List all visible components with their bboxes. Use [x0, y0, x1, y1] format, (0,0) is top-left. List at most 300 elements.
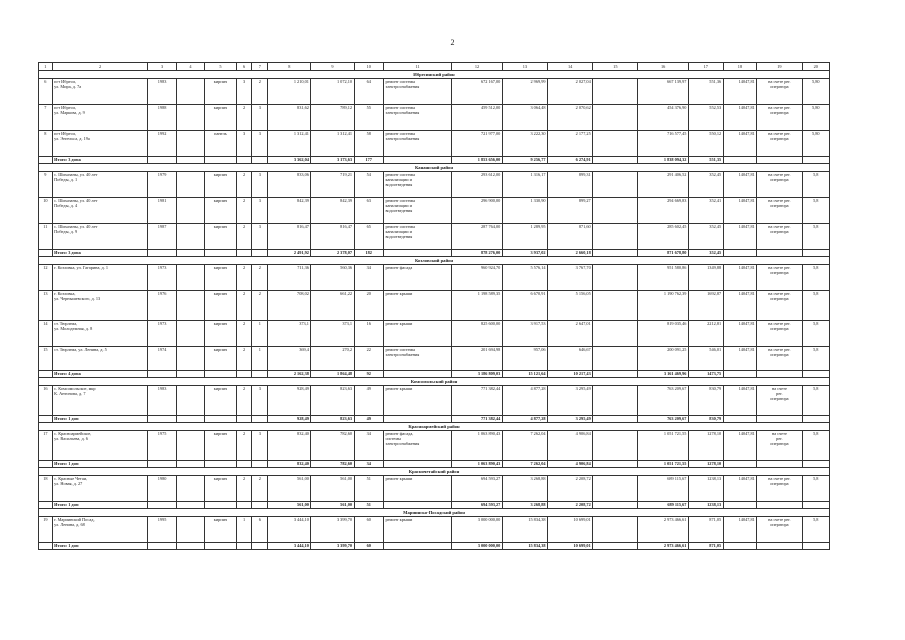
table-cell: 64: [354, 79, 383, 105]
table-cell: [593, 386, 638, 416]
table-cell: [593, 371, 638, 378]
table-cell: 2: [236, 321, 252, 347]
table-cell: 1: [252, 347, 268, 371]
table-cell: кирпич: [205, 517, 237, 543]
table-cell: 3 399,70: [311, 543, 354, 550]
table-cell: 352,45: [688, 250, 723, 257]
table-cell: пгт Ибреси, ул. Энгельса, д. 19а: [52, 131, 148, 157]
table-cell: [593, 198, 638, 224]
table-cell: ремонт системы канализации и водоотведения: [383, 198, 451, 224]
column-number: 5: [205, 63, 237, 71]
table-cell: 721 977,00: [452, 131, 502, 157]
table-cell: 823,63: [311, 386, 354, 416]
table-cell: 373,1: [311, 321, 354, 347]
table-cell: [236, 371, 252, 378]
table-cell: 667 139,97: [638, 79, 688, 105]
table-cell: 3 767,70: [548, 265, 593, 291]
table-cell: 10 217,43: [548, 371, 593, 378]
table-cell: [723, 157, 757, 164]
table-cell: 7 262,04: [502, 461, 547, 468]
table-cell: 14047,81: [723, 131, 757, 157]
table-cell: [757, 461, 802, 468]
table-cell: 2 208,72: [548, 476, 593, 502]
table-cell: 10 699,01: [548, 543, 593, 550]
table-cell: 842,39: [268, 198, 311, 224]
table-cell: 2 973 466,61: [638, 517, 688, 543]
table-cell: 3: [252, 431, 268, 461]
table-cell: 3 064,48: [502, 105, 547, 131]
table-row: [39, 172, 830, 198]
table-cell: 1979: [148, 172, 176, 198]
table-cell: 6 274,91: [548, 157, 593, 164]
table-cell: [252, 461, 268, 468]
table-cell: [802, 371, 830, 378]
table-cell: 823,63: [311, 416, 354, 423]
table-cell: на счете рег. оператора: [757, 172, 802, 198]
table-cell: Итого: 1 дом: [52, 502, 148, 509]
table-cell: 1 190 762,39: [638, 291, 688, 321]
table-cell: 1976: [148, 291, 176, 321]
column-number: 11: [383, 63, 451, 71]
column-number: 12: [452, 63, 502, 71]
column-number: 18: [723, 63, 757, 71]
district-name: Мариинско-Посадский район: [39, 509, 830, 517]
table-row: [39, 79, 830, 105]
table-cell: на счете рег. оператора: [757, 517, 802, 543]
district-name: Красночетайский район: [39, 468, 830, 476]
table-cell: на счете рег. оператора: [757, 224, 802, 250]
table-cell: 1981: [148, 198, 176, 224]
total-row: [39, 543, 830, 550]
table-cell: 960 924,70: [452, 265, 502, 291]
table-cell: 14047,81: [723, 517, 757, 543]
table-cell: 763 209,67: [638, 386, 688, 416]
table-cell: 1 864,48: [311, 371, 354, 378]
column-number: 6: [236, 63, 252, 71]
table-cell: 708,02: [268, 291, 311, 321]
table-cell: 3: [252, 224, 268, 250]
table-cell: на счете рег. оператора: [757, 321, 802, 347]
table-cell: [802, 502, 830, 509]
column-number: 15: [593, 63, 638, 71]
table-cell: г. Козловка, ул. Чернышевского, д. 13: [52, 291, 148, 321]
table-cell: 3: [252, 386, 268, 416]
table-cell: 951 580,86: [638, 265, 688, 291]
table-cell: 1980: [148, 476, 176, 502]
table-cell: 200 091,25: [638, 347, 688, 371]
table-cell: 14047,81: [723, 347, 757, 371]
table-cell: 3 444,10: [268, 517, 311, 543]
table-cell: 899,31: [548, 172, 593, 198]
district-header-row: [39, 378, 830, 386]
table-cell: [723, 543, 757, 550]
table-cell: кирпич: [205, 198, 237, 224]
table-cell: [802, 157, 830, 164]
housing-repair-register-table: [38, 62, 830, 550]
table-cell: 816,47: [268, 224, 311, 250]
table-cell: 34: [354, 461, 383, 468]
table-cell: 2: [236, 431, 252, 461]
table-cell: 1983: [148, 386, 176, 416]
table-cell: [39, 250, 53, 257]
table-cell: 65: [354, 224, 383, 250]
table-cell: ремонт крыши: [383, 291, 451, 321]
table-cell: 694 593,27: [452, 476, 502, 502]
column-number: 9: [311, 63, 354, 71]
table-cell: 177: [354, 157, 383, 164]
table-cell: 2 973 466,61: [638, 543, 688, 550]
table-cell: [593, 250, 638, 257]
table-cell: [593, 105, 638, 131]
table-cell: [383, 502, 451, 509]
table-cell: на счете рег. оператора: [757, 265, 802, 291]
table-cell: [176, 224, 204, 250]
table-cell: 3 917,53: [502, 321, 547, 347]
table-row: [39, 431, 830, 461]
table-cell: 1238,13: [688, 476, 723, 502]
table-cell: [176, 347, 204, 371]
table-cell: Итого: 3 дома: [52, 157, 148, 164]
table-cell: [383, 250, 451, 257]
table-cell: 830,79: [688, 416, 723, 423]
total-row: [39, 157, 830, 164]
table-cell: с. Комсомольское, мкр К. Антонова, д. 7: [52, 386, 148, 416]
table-cell: [802, 461, 830, 468]
table-cell: 546,01: [688, 347, 723, 371]
table-cell: 672 167,00: [452, 79, 502, 105]
table-cell: 1995: [148, 517, 176, 543]
table-cell: 49: [354, 386, 383, 416]
table-cell: на счете рег. оператора: [757, 476, 802, 502]
table-cell: 5,8: [802, 198, 830, 224]
table-cell: [383, 157, 451, 164]
table-cell: 6: [39, 79, 53, 105]
table-cell: 2 378,07: [311, 250, 354, 257]
table-cell: 352,41: [688, 198, 723, 224]
table-cell: 34: [354, 431, 383, 461]
table-cell: г. Козловка, ул. Гагарина, д. 1: [52, 265, 148, 291]
table-cell: 957,06: [502, 347, 547, 371]
table-cell: 3 173,63: [311, 157, 354, 164]
table-cell: [593, 543, 638, 550]
table-cell: [593, 157, 638, 164]
table-cell: [383, 371, 451, 378]
table-cell: 7: [39, 105, 53, 131]
table-cell: [593, 461, 638, 468]
table-cell: 552,53: [688, 105, 723, 131]
table-cell: 14047,81: [723, 265, 757, 291]
table-cell: с. Шихазаны, ул. 40 лет Победы, д. 4: [52, 198, 148, 224]
table-cell: 832,40: [268, 431, 311, 461]
table-cell: [252, 416, 268, 423]
table-cell: [236, 157, 252, 164]
table-row: [39, 291, 830, 321]
table-cell: 3 362,04: [268, 157, 311, 164]
table-cell: [205, 416, 237, 423]
table-cell: 833,06: [268, 172, 311, 198]
table-cell: Итого: 1 дом: [52, 543, 148, 550]
table-cell: кирпич: [205, 347, 237, 371]
table-cell: ремонт системы канализации и водоотведения: [383, 224, 451, 250]
table-cell: 55: [354, 105, 383, 131]
table-cell: [236, 543, 252, 550]
total-row: [39, 416, 830, 423]
table-cell: 561,00: [311, 502, 354, 509]
table-cell: 16: [354, 321, 383, 347]
table-cell: кирпич: [205, 321, 237, 347]
table-cell: [593, 502, 638, 509]
table-cell: кирпич: [205, 224, 237, 250]
table-cell: [39, 502, 53, 509]
table-cell: [39, 371, 53, 378]
table-cell: [148, 461, 176, 468]
table-cell: 2: [236, 265, 252, 291]
table-cell: [593, 224, 638, 250]
table-cell: 58: [354, 131, 383, 157]
table-row: [39, 198, 830, 224]
table-cell: 2 660,18: [548, 250, 593, 257]
table-cell: 7 262,04: [502, 431, 547, 461]
table-cell: 3: [236, 131, 252, 157]
table-cell: 14047,81: [723, 291, 757, 321]
table-cell: 5,8: [802, 172, 830, 198]
table-cell: ремонт крыши: [383, 517, 451, 543]
table-cell: [252, 371, 268, 378]
table-cell: [176, 265, 204, 291]
table-cell: 285 602,45: [638, 224, 688, 250]
table-cell: 5,8: [802, 321, 830, 347]
table-cell: кирпич: [205, 265, 237, 291]
table-cell: 1 312,41: [268, 131, 311, 157]
table-cell: 878 276,00: [452, 250, 502, 257]
table-cell: [236, 416, 252, 423]
table-cell: ремонт системы электроснабжения: [383, 105, 451, 131]
table-cell: 352,45: [688, 224, 723, 250]
table-cell: на счете рег. оператора: [757, 431, 802, 461]
table-cell: 293 612,00: [452, 172, 502, 198]
total-row: [39, 461, 830, 468]
district-name: Козловский район: [39, 257, 830, 265]
table-cell: 1 289,95: [502, 224, 547, 250]
table-cell: 2: [236, 386, 252, 416]
table-cell: 1 312,41: [311, 131, 354, 157]
table-cell: [593, 291, 638, 321]
table-cell: [757, 543, 802, 550]
table-row: [39, 517, 830, 543]
table-cell: 694 593,27: [452, 502, 502, 509]
table-cell: ст. Тюрлема, ул. Ленина, д. 5: [52, 347, 148, 371]
table-cell: 5,80: [802, 131, 830, 157]
table-cell: 763 209,67: [638, 416, 688, 423]
table-cell: [593, 321, 638, 347]
table-cell: 4 906,84: [548, 431, 593, 461]
table-cell: [148, 543, 176, 550]
table-cell: 5,80: [802, 79, 830, 105]
table-cell: 830,79: [688, 386, 723, 416]
table-cell: ремонт системы электроснабжения: [383, 131, 451, 157]
table-cell: 19: [39, 517, 53, 543]
table-cell: [236, 461, 252, 468]
table-cell: [176, 105, 204, 131]
district-name: Ибресинский район: [39, 71, 830, 79]
table-cell: 871,05: [688, 543, 723, 550]
table-cell: 17: [39, 431, 53, 461]
table-cell: 10: [39, 198, 53, 224]
page-number: 2: [450, 38, 455, 47]
table-cell: 14047,81: [723, 198, 757, 224]
table-cell: 1974: [148, 347, 176, 371]
table-row: [39, 224, 830, 250]
table-cell: 2 177,25: [548, 131, 593, 157]
table-cell: 832,40: [268, 461, 311, 468]
table-cell: 711,36: [268, 265, 311, 291]
table-cell: на счете рег. оператора: [757, 347, 802, 371]
table-cell: 899,27: [548, 198, 593, 224]
table-cell: [593, 172, 638, 198]
table-cell: [593, 517, 638, 543]
table-cell: 22: [354, 347, 383, 371]
table-cell: 3 000 000,00: [452, 543, 502, 550]
table-cell: кирпич: [205, 291, 237, 321]
table-cell: [39, 416, 53, 423]
table-cell: 2: [252, 265, 268, 291]
table-cell: 13: [39, 291, 53, 321]
district-name: Красноармейский район: [39, 423, 830, 431]
table-cell: ремонт системы канализации и водоотведения: [383, 172, 451, 198]
column-number: 8: [268, 63, 311, 71]
table-cell: 2: [236, 105, 252, 131]
table-cell: 14047,81: [723, 224, 757, 250]
table-cell: [593, 347, 638, 371]
table-cell: 2: [236, 476, 252, 502]
table-cell: 2 647,01: [548, 321, 593, 347]
table-cell: 1973: [148, 265, 176, 291]
district-name: Канашский район: [39, 164, 830, 172]
district-header-row: [39, 257, 830, 265]
table-cell: 2: [252, 476, 268, 502]
table-cell: 5,8: [802, 224, 830, 250]
table-row: [39, 131, 830, 157]
table-cell: [148, 371, 176, 378]
district-header-row: [39, 423, 830, 431]
table-cell: 51: [354, 502, 383, 509]
table-cell: с. Шихазаны, ул. 40 лет Победы, д. 1: [52, 172, 148, 198]
table-cell: [252, 250, 268, 257]
table-cell: 1 063 890,43: [452, 461, 502, 468]
table-cell: 3 295,49: [548, 386, 593, 416]
table-cell: ст. Тюрлема, ул. Молодежная, д. 8: [52, 321, 148, 347]
table-cell: 296 900,00: [452, 198, 502, 224]
table-cell: 3: [236, 79, 252, 105]
column-number: 16: [638, 63, 688, 71]
table-cell: 294 669,83: [638, 198, 688, 224]
table-cell: [148, 502, 176, 509]
table-cell: 1 072,10: [311, 79, 354, 105]
table-cell: 560,36: [311, 265, 354, 291]
table-cell: на счете рег. оператора: [757, 131, 802, 157]
column-number: 2: [52, 63, 148, 71]
table-cell: 561,00: [268, 502, 311, 509]
district-header-row: [39, 164, 830, 172]
table-cell: 1988: [148, 105, 176, 131]
table-cell: [802, 416, 830, 423]
table-cell: 819 035,46: [638, 321, 688, 347]
table-cell: 5,8: [802, 431, 830, 461]
column-number: 3: [148, 63, 176, 71]
table-cell: ремонт крыши: [383, 476, 451, 502]
table-cell: [757, 371, 802, 378]
table-cell: [383, 416, 451, 423]
table-cell: 2 208,72: [548, 502, 593, 509]
table-cell: Итого: 1 дом: [52, 416, 148, 423]
table-cell: 646,67: [548, 347, 593, 371]
table-cell: кирпич: [205, 79, 237, 105]
table-cell: 3 000 000,00: [452, 517, 502, 543]
table-cell: 201 694,98: [452, 347, 502, 371]
table-cell: 5,8: [802, 347, 830, 371]
table-cell: 1983: [148, 79, 176, 105]
table-cell: с. Шихазаны, ул. 40 лет Победы, д. 9: [52, 224, 148, 250]
column-number-header: [39, 63, 830, 71]
table-cell: 716 577,45: [638, 131, 688, 157]
table-cell: [723, 502, 757, 509]
district-header-row: [39, 468, 830, 476]
table-cell: [176, 502, 204, 509]
table-cell: 6 670,91: [502, 291, 547, 321]
table-cell: 5,8: [802, 517, 830, 543]
table-cell: 291 406,52: [638, 172, 688, 198]
table-cell: 825 600,00: [452, 321, 502, 347]
table-cell: 5 576,14: [502, 265, 547, 291]
table-cell: 771 382,44: [452, 386, 502, 416]
table-cell: кирпич: [205, 386, 237, 416]
table-cell: 831,62: [268, 105, 311, 131]
table-cell: 2 162,38: [268, 371, 311, 378]
table-cell: 18: [39, 476, 53, 502]
table-cell: 1692,87: [688, 291, 723, 321]
table-cell: 352,45: [688, 172, 723, 198]
table-cell: 54: [354, 172, 383, 198]
table-cell: 2: [236, 347, 252, 371]
table-cell: 928,49: [268, 416, 311, 423]
table-cell: 871 678,80: [638, 250, 688, 257]
table-row: [39, 386, 830, 416]
table-cell: 1 330,90: [502, 198, 547, 224]
table-cell: [148, 250, 176, 257]
table-cell: 92: [354, 371, 383, 378]
table-cell: на счете рег. оператора: [757, 291, 802, 321]
table-cell: 661,22: [311, 291, 354, 321]
table-cell: 1973: [148, 321, 176, 347]
column-number: 20: [802, 63, 830, 71]
table-cell: 14: [39, 321, 53, 347]
table-cell: 49: [354, 416, 383, 423]
table-cell: [205, 502, 237, 509]
table-cell: ремонт системы электроснабжения: [383, 79, 451, 105]
table-cell: [176, 416, 204, 423]
table-cell: 51: [354, 476, 383, 502]
table-cell: 782,60: [311, 461, 354, 468]
table-cell: 2: [236, 224, 252, 250]
table-cell: ремонт крыши: [383, 386, 451, 416]
table-cell: 561,00: [268, 476, 311, 502]
table-cell: 20: [354, 291, 383, 321]
table-cell: [252, 157, 268, 164]
table-cell: 15 834,38: [502, 543, 547, 550]
table-cell: 1 051 721,55: [638, 461, 688, 468]
table-cell: [205, 543, 237, 550]
table-cell: кирпич: [205, 172, 237, 198]
